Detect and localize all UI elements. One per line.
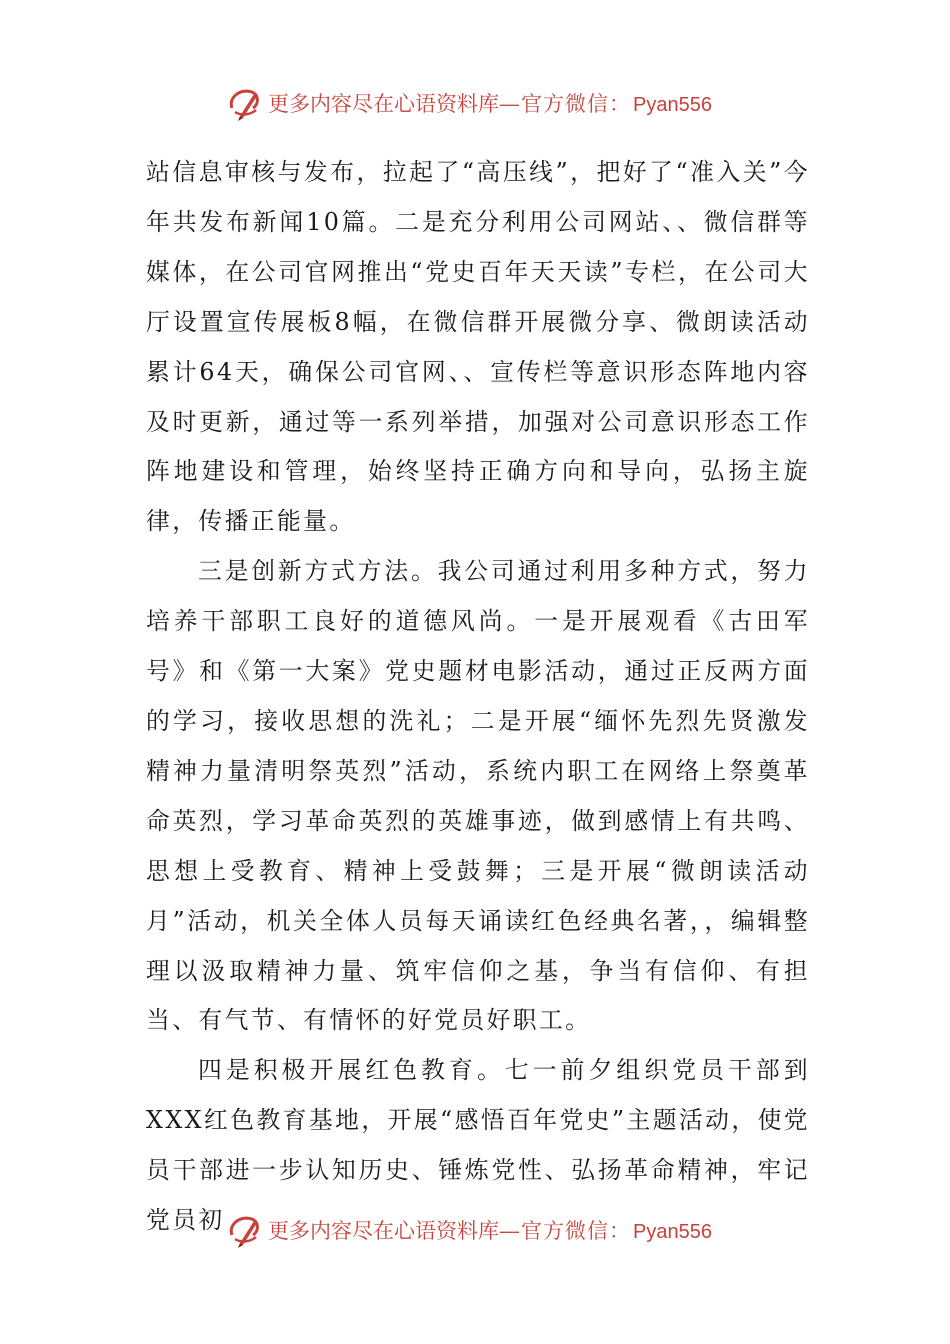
watermark-wechat-label: —官方微信： [499, 1219, 631, 1243]
document-body [146, 148, 810, 1246]
watermark-brand: 更多内容尽在心语资料库 [268, 1219, 499, 1243]
watermark-wechat-label: —官方微信： [499, 92, 631, 116]
pen-logo-icon [226, 1213, 264, 1249]
footer-watermark-text [268, 1217, 712, 1245]
watermark-wechat-id: Pyan556 [633, 1221, 712, 1243]
paragraph-2: 三是创新方式方法。我公司通过利用多种方式，努力培养干部职工良好的道德风尚。一是开展观看《古田军号》和《第一大案》党史题材电影活动，通过正反两方面的学习，接收思想的洗礼；二是开展“缅怀先烈先贤激发精神力量清明祭英烈”活动，系统内职工在网络上祭奠革命英烈，学习革命英烈的英雄事迹，做到感情上有共鸣、思想上受教育、精神上受鼓舞；三是开展“微朗读活动月”活动，机关全体人员每天诵读红色经典名著，，编辑整理以汲取精神力量、筑牢信仰之基，争当有信仰、有担当、有气节、有情怀的好党员好职工。 [146, 557, 810, 1035]
paragraph-3: 四是积极开展红色教育。七一前夕组织党员干部到XXX红色教育基地，开展“感悟百年党史”主题活动，使党员干部进一步认知历史、锤炼党性、弘扬革命精神，牢记党员初 [146, 1056, 810, 1235]
footer-watermark-banner [0, 1211, 950, 1251]
paragraph-1: 站信息审核与发布，拉起了“高压线”，把好了“准入关”今年共发布新闻10篇。二是充分利用公司网站、、微信群等媒体，在公司官网推出“党史百年天天读”专栏，在公司大厅设置宣传展板8幅，在微信群开展微分享、微朗读活动累计64天，确保公司官网、、宣传栏等意识形态阵地内容及时更新，通过等一系列举措，加强对公司意识形态工作阵地建设和管理，始终坚持正确方向和导向，弘扬主旋律，传播正能量。 [146, 158, 810, 536]
watermark-brand: 更多内容尽在心语资料库 [268, 92, 499, 116]
watermark-wechat-id: Pyan556 [633, 94, 712, 116]
